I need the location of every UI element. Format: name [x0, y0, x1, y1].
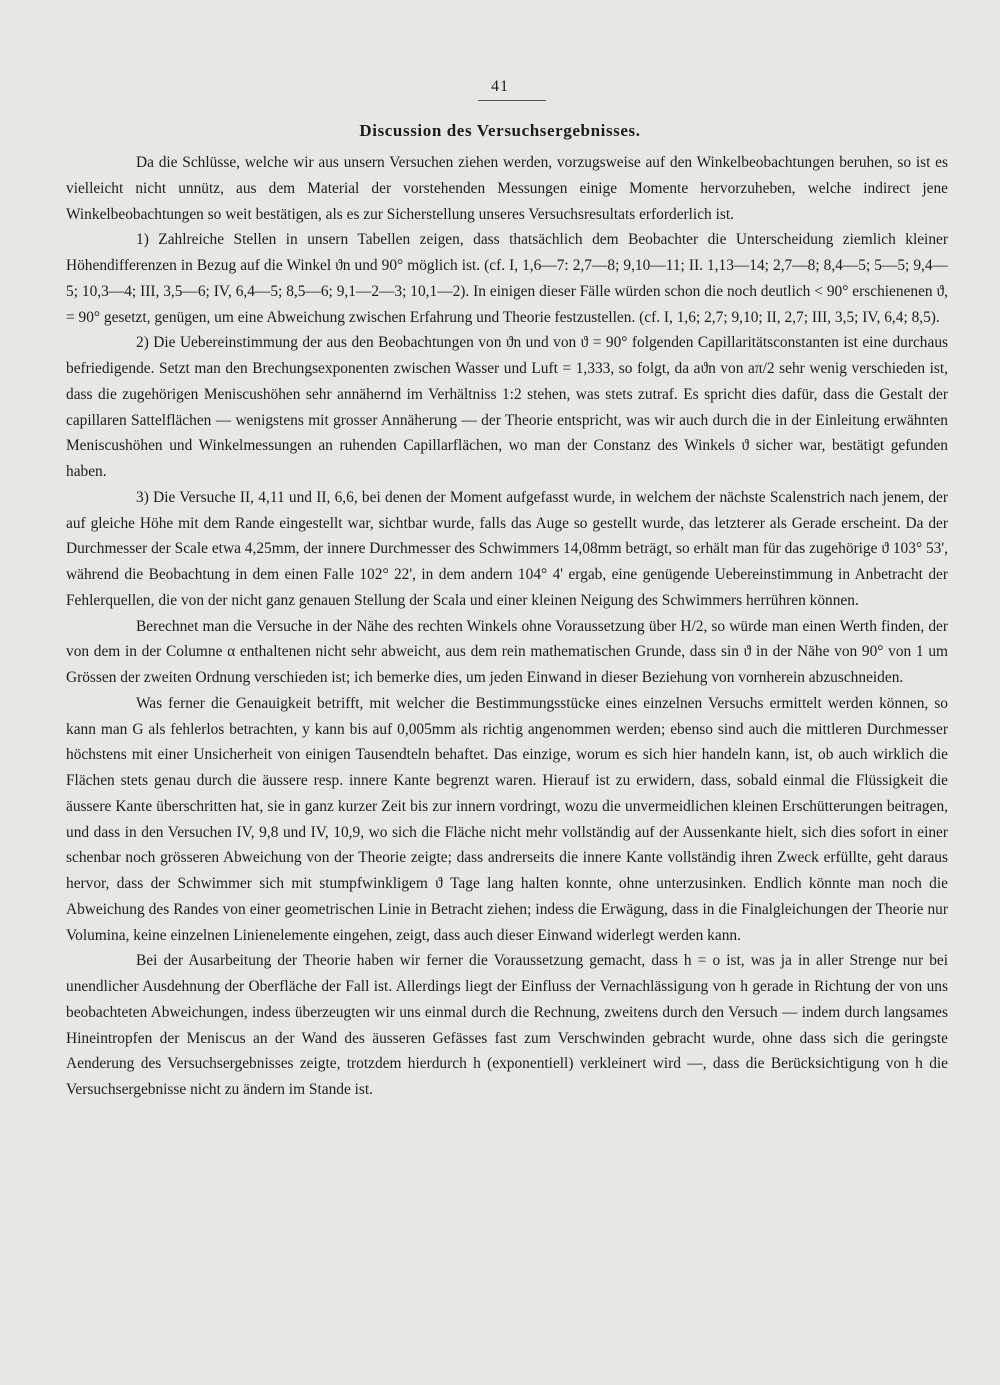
page-number: 41	[491, 78, 509, 95]
section-heading: Discussion des Versuchsergebnisses.	[359, 121, 641, 140]
paragraph-point-2: 2) Die Uebereinstimmung der aus den Beobachtungen von ϑn und von ϑ = 90° folgenden Capillaritätsconstanten ist eine durchaus befriedigende. Setzt man den Brechungsexponenten zwischen Wasser und Luft = 1,333, so folgt, da aϑn von aπ/2 sehr wenig verschieden ist, dass die zugehörigen Meniscushöhen sehr annähernd im Verhältniss 1:2 stehen, was stets zutraf. Es spricht dies dafür, dass die Gestalt der capillaren Sattelflächen — wenigstens mit grosser Annäherung — der Theorie entspricht, was wir auch durch die in der Einleitung erwähnten Meniscushöhen und Winkelmessungen an ruhenden Capillarflächen, wo man der Constanz des Winkels ϑ sicher war, bestätigt gefunden haben.	[66, 334, 948, 480]
paragraph-point-3: 3) Die Versuche II, 4,11 und II, 6,6, bei denen der Moment aufgefasst wurde, in welchem der nächste Scalenstrich nach jenem, der auf gleiche Höhe mit dem Rande eingestellt war, sichtbar wurde, falls das Auge so gestellt wurde, das letzterer als Gerade erscheint. Da der Durchmesser der Scale etwa 4,25mm, der innere Durchmesser des Schwimmers 14,08mm beträgt, so erhält man für das zugehörige ϑ 103° 53', während die Beobachtung in dem einen Falle 102° 22', in dem andern 104° 4' ergab, eine genügende Uebereinstimmung in Anbetracht der Fehlerquellen, die von der nicht ganz genauen Stellung der Scala und einer kleinen Neigung des Schwimmers herrühren können.	[66, 488, 948, 609]
page-number-rule	[478, 100, 546, 101]
paragraph-accuracy: Was ferner die Genauigkeit betrifft, mit welcher die Bestimmungsstücke eines einzelnen Versuchs ermittelt werden können, so kann man G als fehlerlos betrachten, y kann bis auf 0,005mm als richtig angenommen werden; ebenso sind auch die mittleren Durchmesser höchstens mit einer Unsicherheit von einigen Tausendteln behaftet. Das einzige, worum es sich hier handeln kann, ist, ob auch wirklich die Flächen stets genau durch die äussere resp. innere Kante begrenzt waren. Hierauf ist zu erwidern, dass, sobald einmal die Flüssigkeit die äussere Kante überschritten hat, sie in ganz kurzer Zeit bis zur innern vordringt, wozu die unvermeidlichen kleinen Erschütterungen beitragen, und dass in den Versuchen IV, 9,8 und IV, 10,9, wo sich die Fläche nicht mehr vollständig auf der Aussenkante hielt, sich dies sofort in einer schenbar noch grösseren Abweichung von der Theorie zeigte; dass andrerseits die innere Kante vollständig ihren Zweck erfüllte, geht daraus hervor, dass der Schwimmer sich mit stumpfwinkligem ϑ Tage lang halten konnte, ohne unterzusinken. Endlich könnte man noch die Abweichung des Randes von einer geometrischen Linie in Betracht ziehen; indess die Erwägung, dass in die Finalgleichungen der Theorie nur Volumina, keine einzelnen Linienelemente eingehen, zeigt, dass auch dieser Einwand widerlegt werden kann.	[66, 694, 948, 944]
body-text	[66, 150, 948, 1103]
paragraph-theory-assumption: Bei der Ausarbeitung der Theorie haben wir ferner die Voraussetzung gemacht, dass h = o ist, was ja in aller Strenge nur bei unendlicher Ausdehnung der Oberfläche der Fall ist. Allerdings liegt der Einfluss der Vernachlässigung von h gerade in Richtung der von uns beobachteten Abweichungen, indess überzeugten wir uns einmal durch die Rechnung, zweitens durch den Versuch — indem durch langsames Hineintropfen der Meniscus an der Wand des äusseren Gefässes fast zum Verschwinden gebracht wurde, ohne dass sich die geringste Aenderung des Versuchsergebnisses zeigte, trotzdem hierdurch h (exponentiell) verkleinert wird —, dass die Berücksichtigung von h die Versuchsergebnisse nicht zu ändern im Stande ist.	[66, 952, 948, 1098]
paragraph-intro: Da die Schlüsse, welche wir aus unsern Versuchen ziehen werden, vorzugsweise auf den Winkelbeobachtungen beruhen, so ist es vielleicht nicht unnütz, aus dem Material der vorstehenden Messungen einige Momente hervorzuheben, welche indirect jene Winkelbeobachtungen so weit bestätigen, als es zur Sicherstellung unseres Versuchsresultats erforderlich ist.	[66, 154, 948, 223]
paragraph-point-1: 1) Zahlreiche Stellen in unsern Tabellen zeigen, dass thatsächlich dem Beobachter die Unterscheidung ziemlich kleiner Höhendifferenzen in Bezug auf die Winkel ϑn und 90° möglich ist. (cf. I, 1,6—7: 2,7—8; 9,10—11; II. 1,13—14; 2,7—8; 8,4—5; 5—5; 9,4—5; 10,3—4; III, 3,5—6; IV, 6,4—5; 8,5—6; 9,1—2—3; 10,1—2). In einigen dieser Fälle würden schon die noch deutlich < 90° erschienenen ϑ, = 90° gesetzt, genügen, um eine Abweichung zwischen Erfahrung und Theorie festzustellen. (cf. I, 1,6; 2,7; 9,10; II, 2,7; III, 3,5; IV, 6,4; 8,5).	[66, 231, 948, 326]
paragraph-right-angle: Berechnet man die Versuche in der Nähe des rechten Winkels ohne Voraussetzung über H/2, so würde man einen Werth finden, der von dem in der Columne α enthaltenen nicht sehr abweicht, aus dem rein mathematischen Grunde, dass sin ϑ in der Nähe von 90° von 1 um Grössen der zweiten Ordnung verschieden ist; ich bemerke dies, um jeden Einwand in dieser Beziehung von vornherein abzuschneiden.	[66, 617, 948, 686]
